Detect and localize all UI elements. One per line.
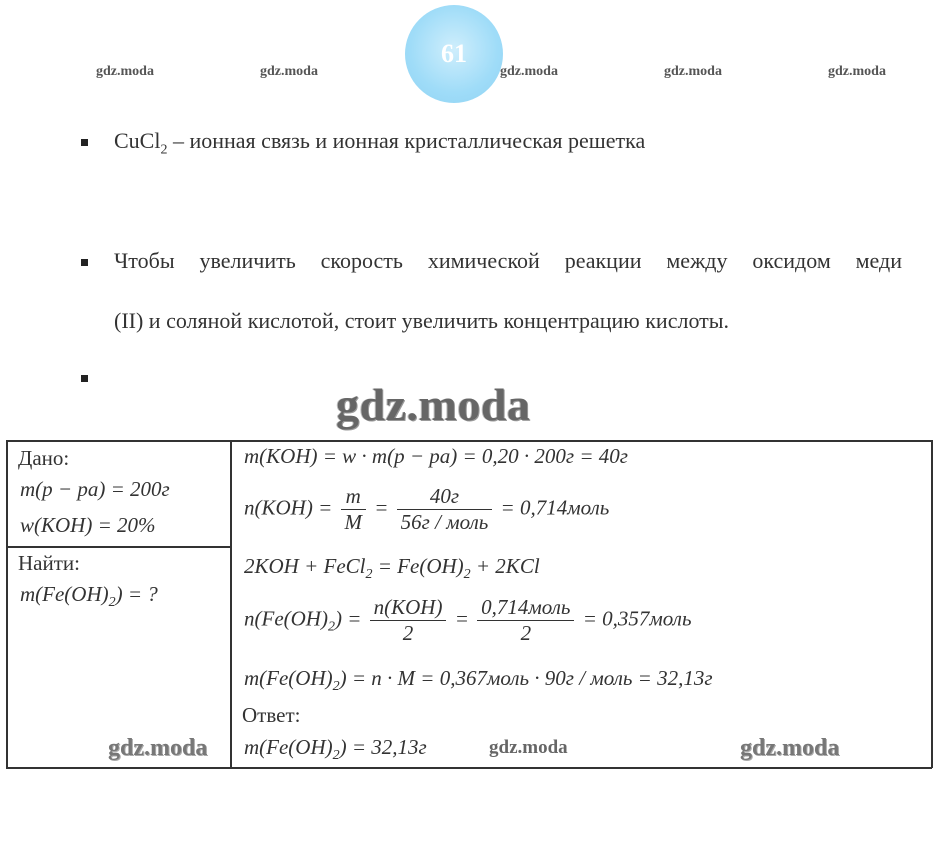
answer-label: Ответ: [242, 703, 301, 727]
watermark: gdz.moda [740, 735, 840, 761]
watermark: gdz.moda [108, 735, 208, 761]
watermark: gdz.moda [500, 64, 558, 79]
table-given-divider [6, 546, 231, 548]
table-border-left [6, 440, 8, 768]
given-label: Дано: [18, 446, 70, 470]
watermark: gdz.moda [489, 737, 568, 758]
given-mass-fraction: w(KOH) = 20% [20, 513, 156, 537]
watermark: gdz.moda [96, 64, 154, 79]
watermark: gdz.moda [260, 64, 318, 79]
answer-value: $m(Fe(OH)_2) = 32,13г$ [244, 735, 427, 764]
watermark: gdz.moda [664, 64, 722, 79]
find-label: Найти: [18, 551, 80, 575]
solution-line-1: m(KOH) = w · m(p − pa) = 0,20 · 200г = 40г [244, 444, 628, 468]
watermark: gdz.moda [828, 64, 886, 79]
bullet-marker [81, 259, 88, 266]
find-value: $m(Fe(OH)_2)$ = ? [20, 582, 158, 611]
bullet-marker [81, 139, 88, 146]
bullet-text-1: CuCl$_2$ – ионная связь и ионная кристаллическая решетка [114, 128, 646, 158]
solution-line-2: n(KOH) = $\frac{m}{M}$ = $\frac{40г}{\text{56г / моль}}$ = 0,714моль [244, 484, 610, 534]
table-divider [230, 440, 232, 768]
solution-line-5: $m(Fe(OH)_2) = n \cdot M$ = 0,367моль · 90г / моль = 32,13г [244, 666, 713, 695]
bullet-marker [81, 375, 88, 382]
table-border-right [931, 440, 933, 768]
bullet-text-2-line-1: Чтобы увеличить скорость химической реакции между оксидом меди [114, 248, 902, 273]
page-number-badge [405, 5, 503, 103]
given-mass-solution: m(p − pa) = 200г [20, 477, 170, 501]
solution-line-3: 2KOH + FeCl$_2$ = $Fe(OH)_2 + 2KCl$ [244, 554, 540, 583]
watermark-large: gdz.moda [336, 379, 531, 430]
table-border-bottom [6, 767, 932, 769]
table-border-top [6, 440, 932, 442]
page-number: 61 [441, 39, 467, 68]
solution-line-4: $n(Fe(OH)_2)$ = $\frac{\text{n(KOH)}}{2}$ = $\frac{\text{0,714моль}}{2}$ = 0,357моль [244, 595, 692, 645]
bullet-text-2-line-2: (II) и соляной кислотой, стоит увеличить концентрацию кислоты. [114, 308, 730, 333]
